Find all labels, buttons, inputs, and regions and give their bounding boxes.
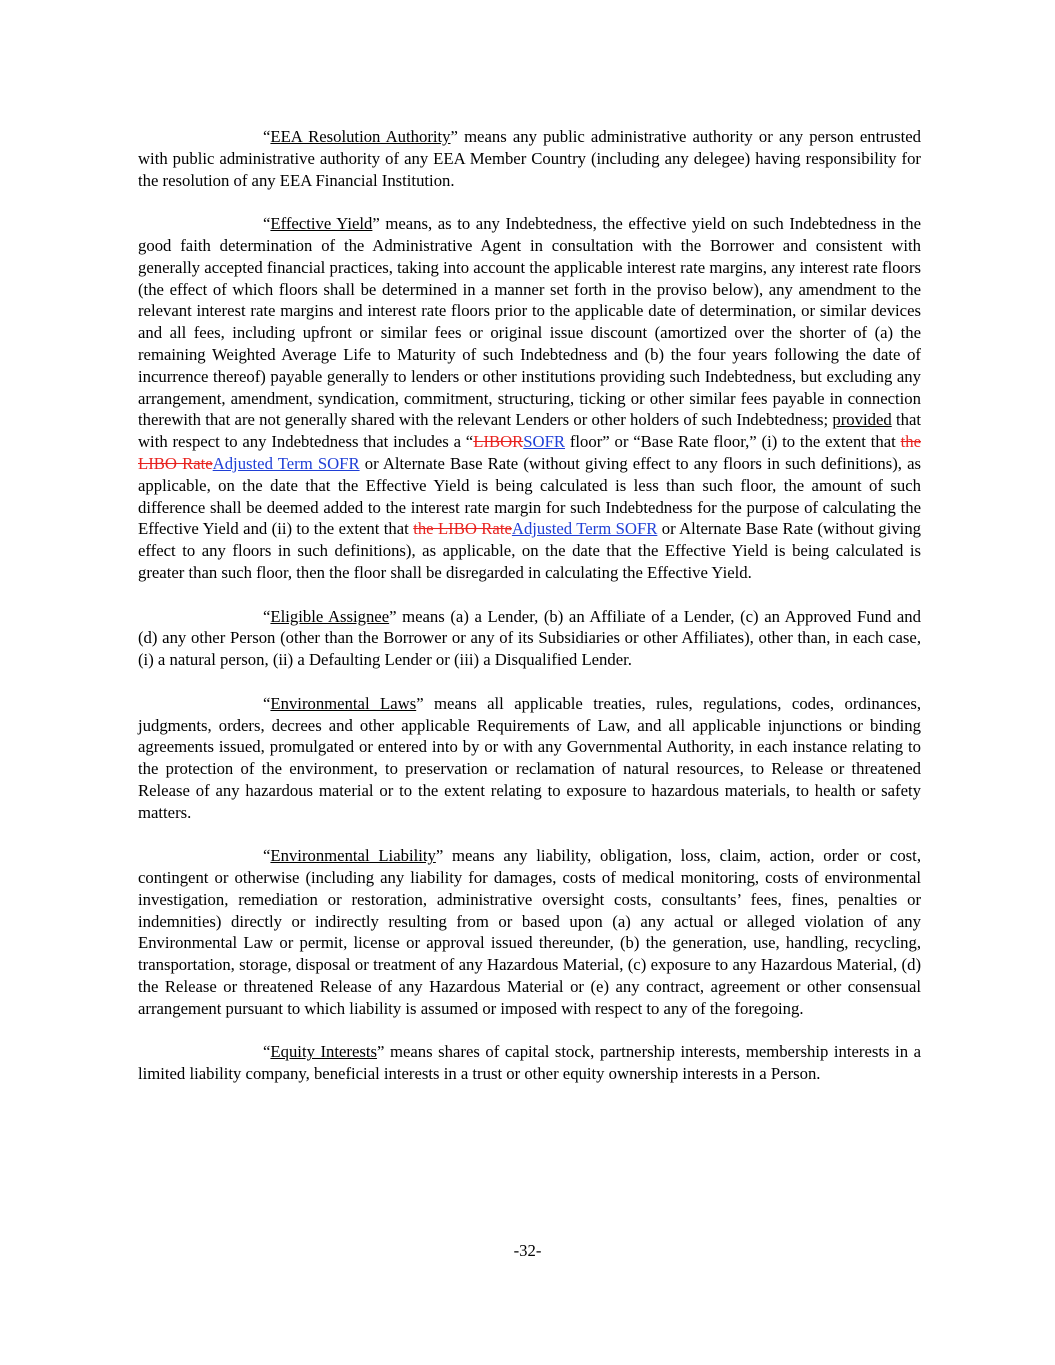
page-number: -32- [513,1241,542,1260]
definition-text: ” means any public administrative authority or any person entrusted with public administrative authority of any EEA Member Country (including any delegee) having responsibility for the resolution of any EEA Financial Institution. [138,127,921,190]
definition-text: ” means shares of capital stock, partnership interests, membership interests in a limited liability company, beneficial interests in a trust or other equity ownership interests in a Person. [138,1042,921,1084]
proviso-term: provided [832,410,892,430]
inserted-text: Adjusted Term SOFR [511,519,658,539]
inserted-text: Adjusted Term SOFR [212,453,360,473]
document-body [138,126,921,1107]
definition-eea-resolution-authority: “EEA Resolution Authority” means any public administrative authority or any person entrusted with public administrative authority of any EEA Member Country (including any delegee) having responsibility for the resolution of any EEA Financial Institution. [138,127,921,190]
definition-text: floor” or “Base Rate floor,” (i) to the extent that [565,432,901,452]
definition-text: ” means (a) a Lender, (b) an Affiliate of a Lender, (c) an Approved Fund and (d) any other Person (other than the Borrower or any of its Subsidiaries or other Affiliates), other than, in each case, (i) a natural person, (ii) a Defaulting Lender or (iii) a Disqualified Lender. [138,606,921,670]
definition-text: or Alternate Base Rate (without giving effect to any floors in such definitions), as applicable, on the date that the Effective Yield is being calculated is less than such floor, the amount of such difference shall be deemed added to the interest rate margin for such Indebtedness for the purpose of calculating the Effective Yield and (ii) to the extent that [138,453,921,539]
defined-term: Environmental Laws [270,693,417,713]
definition-environmental-liability: “Environmental Liability” means any liability, obligation, loss, claim, action, order or cost, contingent or otherwise (including any liability for damages, costs of medical monitoring, costs of environmental investigation, remediation or restoration, administrative oversight costs, consultants’ fees, fines, penalties or indemnities) directly or indirectly resulting from or based upon (a) any actual or alleged violation of any Environmental Law or permit, license or approval issued thereunder, (b) the generation, use, handling, recycling, transportation, storage, disposal or treatment of any Hazardous Material, (c) exposure to any Hazardous Material, (d) the Release or threatened Release of any Hazardous Material or (e) any contract, agreement or other consensual arrangement pursuant to which liability is assumed or imposed with respect to any of the foregoing. [138,846,921,1018]
defined-term: Equity Interests [270,1042,378,1062]
definition-text: ” means all applicable treaties, rules, regulations, codes, ordinances, judgments, orders, decrees and other applicable Requirements of Law, and all applicable injunctions or binding agreements issued, promulgated or entered into by or with any Governmental Authority, in each instance relating to the protection of the environment, to preservation or reclamation of natural resources, to Release or threatened Release of any hazardous material or to the extent relating to exposure to hazardous materials, to health or safety matters. [138,693,921,822]
definition-text: ” means any liability, obligation, loss, claim, action, order or cost, contingent or otherwise (including any liability for damages, costs of medical monitoring, costs of environmental investigation, remediation or restoration, administrative oversight costs, consultants’ fees, fines, penalties or indemnities) directly or indirectly resulting from or based upon (a) any actual or alleged violation of any Environmental Law or permit, license or approval issued thereunder, (b) the generation, use, handling, recycling, transportation, storage, disposal or treatment of any Hazardous Material, (c) exposure to any Hazardous Material, (d) the Release or threatened Release of any Hazardous Material or (e) any contract, agreement or other consensual arrangement pursuant to which liability is assumed or imposed with respect to any of the foregoing. [138,846,921,1018]
definition-eligible-assignee: “Eligible Assignee” means (a) a Lender, (b) an Affiliate of a Lender, (c) an Approved Fund and (d) any other Person (other than the Borrower or any of its Subsidiaries or other Affiliates), other than, in each case, (i) a natural person, (ii) a Defaulting Lender or (iii) a Disqualified Lender. [138,606,921,670]
defined-term: EEA Resolution Authority [270,127,451,146]
defined-term: Eligible Assignee [270,606,390,626]
definition-effective-yield: “Effective Yield” means, as to any Indebtedness, the effective yield on such Indebtedness in the good faith determination of the Administrative Agent in consultation with the Borrower and consistent with generally accepted financial practices, taking into account the applicable interest rate margins, any interest rate floors (the effect of which floors shall be determined in a manner set forth in the proviso below), any amendment to the relevant interest rate margins and interest rate floors prior to the applicable date of determination, or similar devices and all fees, including upfront or similar fees or original issue discount (amortized over the shorter of (a) the remaining Weighted Average Life to Maturity of such Indebtedness and (b) the four years following the date of incurrence thereof) payable generally to lenders or other institutions providing such Indebtedness, but excluding any arrangement, amendment, syndication, commitment, structuring, ticking or other similar fees payable in connection therewith that are not generally shared with the relevant Lenders or other holders of such Indebtedness; provided that with respect to any Indebtedness that includes a “LIBORSOFR floor” or “Base Rate floor,” (i) to the extent that the LIBO RateAdjusted Term SOFR or Alternate Base Rate (without giving effect to any floors in such definitions), as applicable, on the date that the Effective Yield is being calculated is less than such floor, the amount of such difference shall be deemed added to the interest rate margin for such Indebtedness for the purpose of calculating the Effective Yield and (ii) to the extent that the LIBO RateAdjusted Term SOFR or Alternate Base Rate (without giving effect to any floors in such definitions), as applicable, on the date that the Effective Yield is being calculated is greater than such floor, then the floor shall be disregarded in calculating the Effective Yield. [138,214,922,582]
definition-text: or Alternate Base Rate (without giving effect to any floors in such definitions), as applicable, on the date that the Effective Yield is being calculated is greater than such floor, then the floor shall be disregarded in calculating the Effective Yield. [138,519,922,582]
definition-text: that with respect to any Indebtedness that includes a “ [138,410,922,452]
defined-term: Environmental Liability [270,846,436,866]
definition-text: ” means, as to any Indebtedness, the effective yield on such Indebtedness in the good faith determination of the Administrative Agent in consultation with the Borrower and consistent with generally accepted financial practices, taking into account the applicable interest rate margins, any interest rate floors (the effect of which floors shall be determined in a manner set forth in the proviso below), any amendment to the relevant interest rate margins and interest rate floors prior to the applicable date of determination, or similar devices and all fees, including upfront or similar fees or original issue discount (amortized over the shorter of (a) the remaining Weighted Average Life to Maturity of such Indebtedness and (b) the four years following the date of incurrence thereof) payable generally to lenders or other institutions providing such Indebtedness, but excluding any arrangement, amendment, syndication, commitment, structuring, ticking or other similar fees payable in connection therewith that are not generally shared with the relevant Lenders or other holders of such Indebtedness; [138,214,921,430]
definition-environmental-laws: “Environmental Laws” means all applicable treaties, rules, regulations, codes, ordinances, judgments, orders, decrees and other applicable Requirements of Law, and all applicable injunctions or binding agreements issued, promulgated or entered into by or with any Governmental Authority, in each instance relating to the protection of the environment, to preservation or reclamation of natural resources, to Release or threatened Release of any hazardous material or to the extent relating to exposure to hazardous materials, to health or safety matters. [138,693,921,822]
definition-equity-interests: “Equity Interests” means shares of capital stock, partnership interests, membership interests in a limited liability company, beneficial interests in a trust or other equity ownership interests in a Person. [138,1042,921,1084]
inserted-text: SOFR [523,432,566,452]
deleted-text: LIBOR [473,432,524,452]
deleted-text: the LIBO Rate [413,519,512,539]
deleted-text: the LIBO Rate [138,432,921,473]
defined-term: Effective Yield [270,214,373,234]
